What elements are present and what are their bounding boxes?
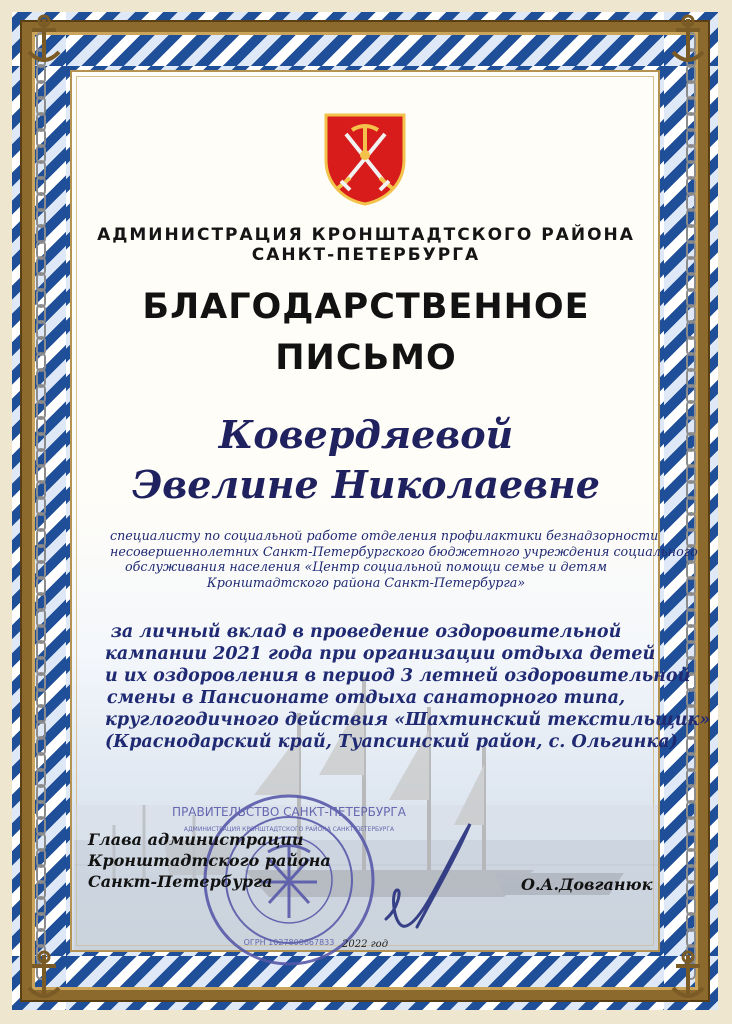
description-line: несовершеннолетних Санкт-Петербургского бюджетного учреждения социального <box>110 543 698 559</box>
body-line: смены в Пансионате отдыха санаторного типа, <box>106 688 626 708</box>
signature-title <box>88 829 331 892</box>
handwritten-signature <box>362 804 512 954</box>
administration-line-2: САНКТ-ПЕТЕРБУРГА <box>251 245 481 265</box>
signature-title-line: Глава администрации <box>88 830 304 849</box>
body-line: круглогодичного действия «Шахтинский текстильщик» <box>105 710 711 730</box>
gratitude-text <box>105 621 711 753</box>
body-line: и их оздоровления в период 3 летней оздоровительной <box>105 666 691 686</box>
recipient-description <box>110 528 698 590</box>
signature-title-line: Санкт-Петербурга <box>88 872 273 891</box>
description-line: специалисту по социальной работе отделения профилактики безнадзорности <box>110 528 659 543</box>
body-line: (Краснодарский край, Туапсинский район, с. Ольгинка) <box>105 732 678 752</box>
bottom-right-anchor-ornament <box>656 948 720 1012</box>
seal-number: ОГРН 1027808667833 <box>243 938 335 947</box>
signature-title-line: Кронштадтского района <box>88 851 331 870</box>
bottom-left-anchor-ornament <box>12 948 76 1012</box>
title-line-2: ПИСЬМО <box>275 338 457 378</box>
saint-petersburg-coat-of-arms <box>322 112 408 206</box>
left-chain <box>35 33 47 993</box>
document-year: 2022 год <box>342 939 389 950</box>
seal-inner-text: АДМИНИСТРАЦИЯ КРОНШТАДТСКОГО РАЙОНА САНКТ-ПЕТЕРБУРГА <box>183 826 395 833</box>
recipient-surname: Ковердяевой <box>218 412 514 457</box>
top-left-anchor-ornament <box>12 12 76 76</box>
top-right-anchor-ornament <box>656 12 720 76</box>
body-line: кампании 2021 года при организации отдыха детей <box>105 644 656 664</box>
description-line: Кронштадтского района Санкт-Петербурга» <box>206 574 526 590</box>
right-chain <box>685 33 697 993</box>
body-line: за личный вклад в проведение оздоровительной <box>110 622 622 642</box>
title-line-1: БЛАГОДАРСТВЕННОЕ <box>142 287 590 327</box>
description-line: обслуживания населения «Центр социальной помощи семье и детям <box>124 559 608 574</box>
seal-outer-text: ПРАВИТЕЛЬСТВО САНКТ-ПЕТЕРБУРГА <box>172 805 406 819</box>
administration-line-1: АДМИНИСТРАЦИЯ КРОНШТАДТСКОГО РАЙОНА <box>97 225 635 245</box>
signer-name: О.А.Довганюк <box>521 875 653 894</box>
recipient-given-names: Эвелине Николаевне <box>132 462 600 507</box>
